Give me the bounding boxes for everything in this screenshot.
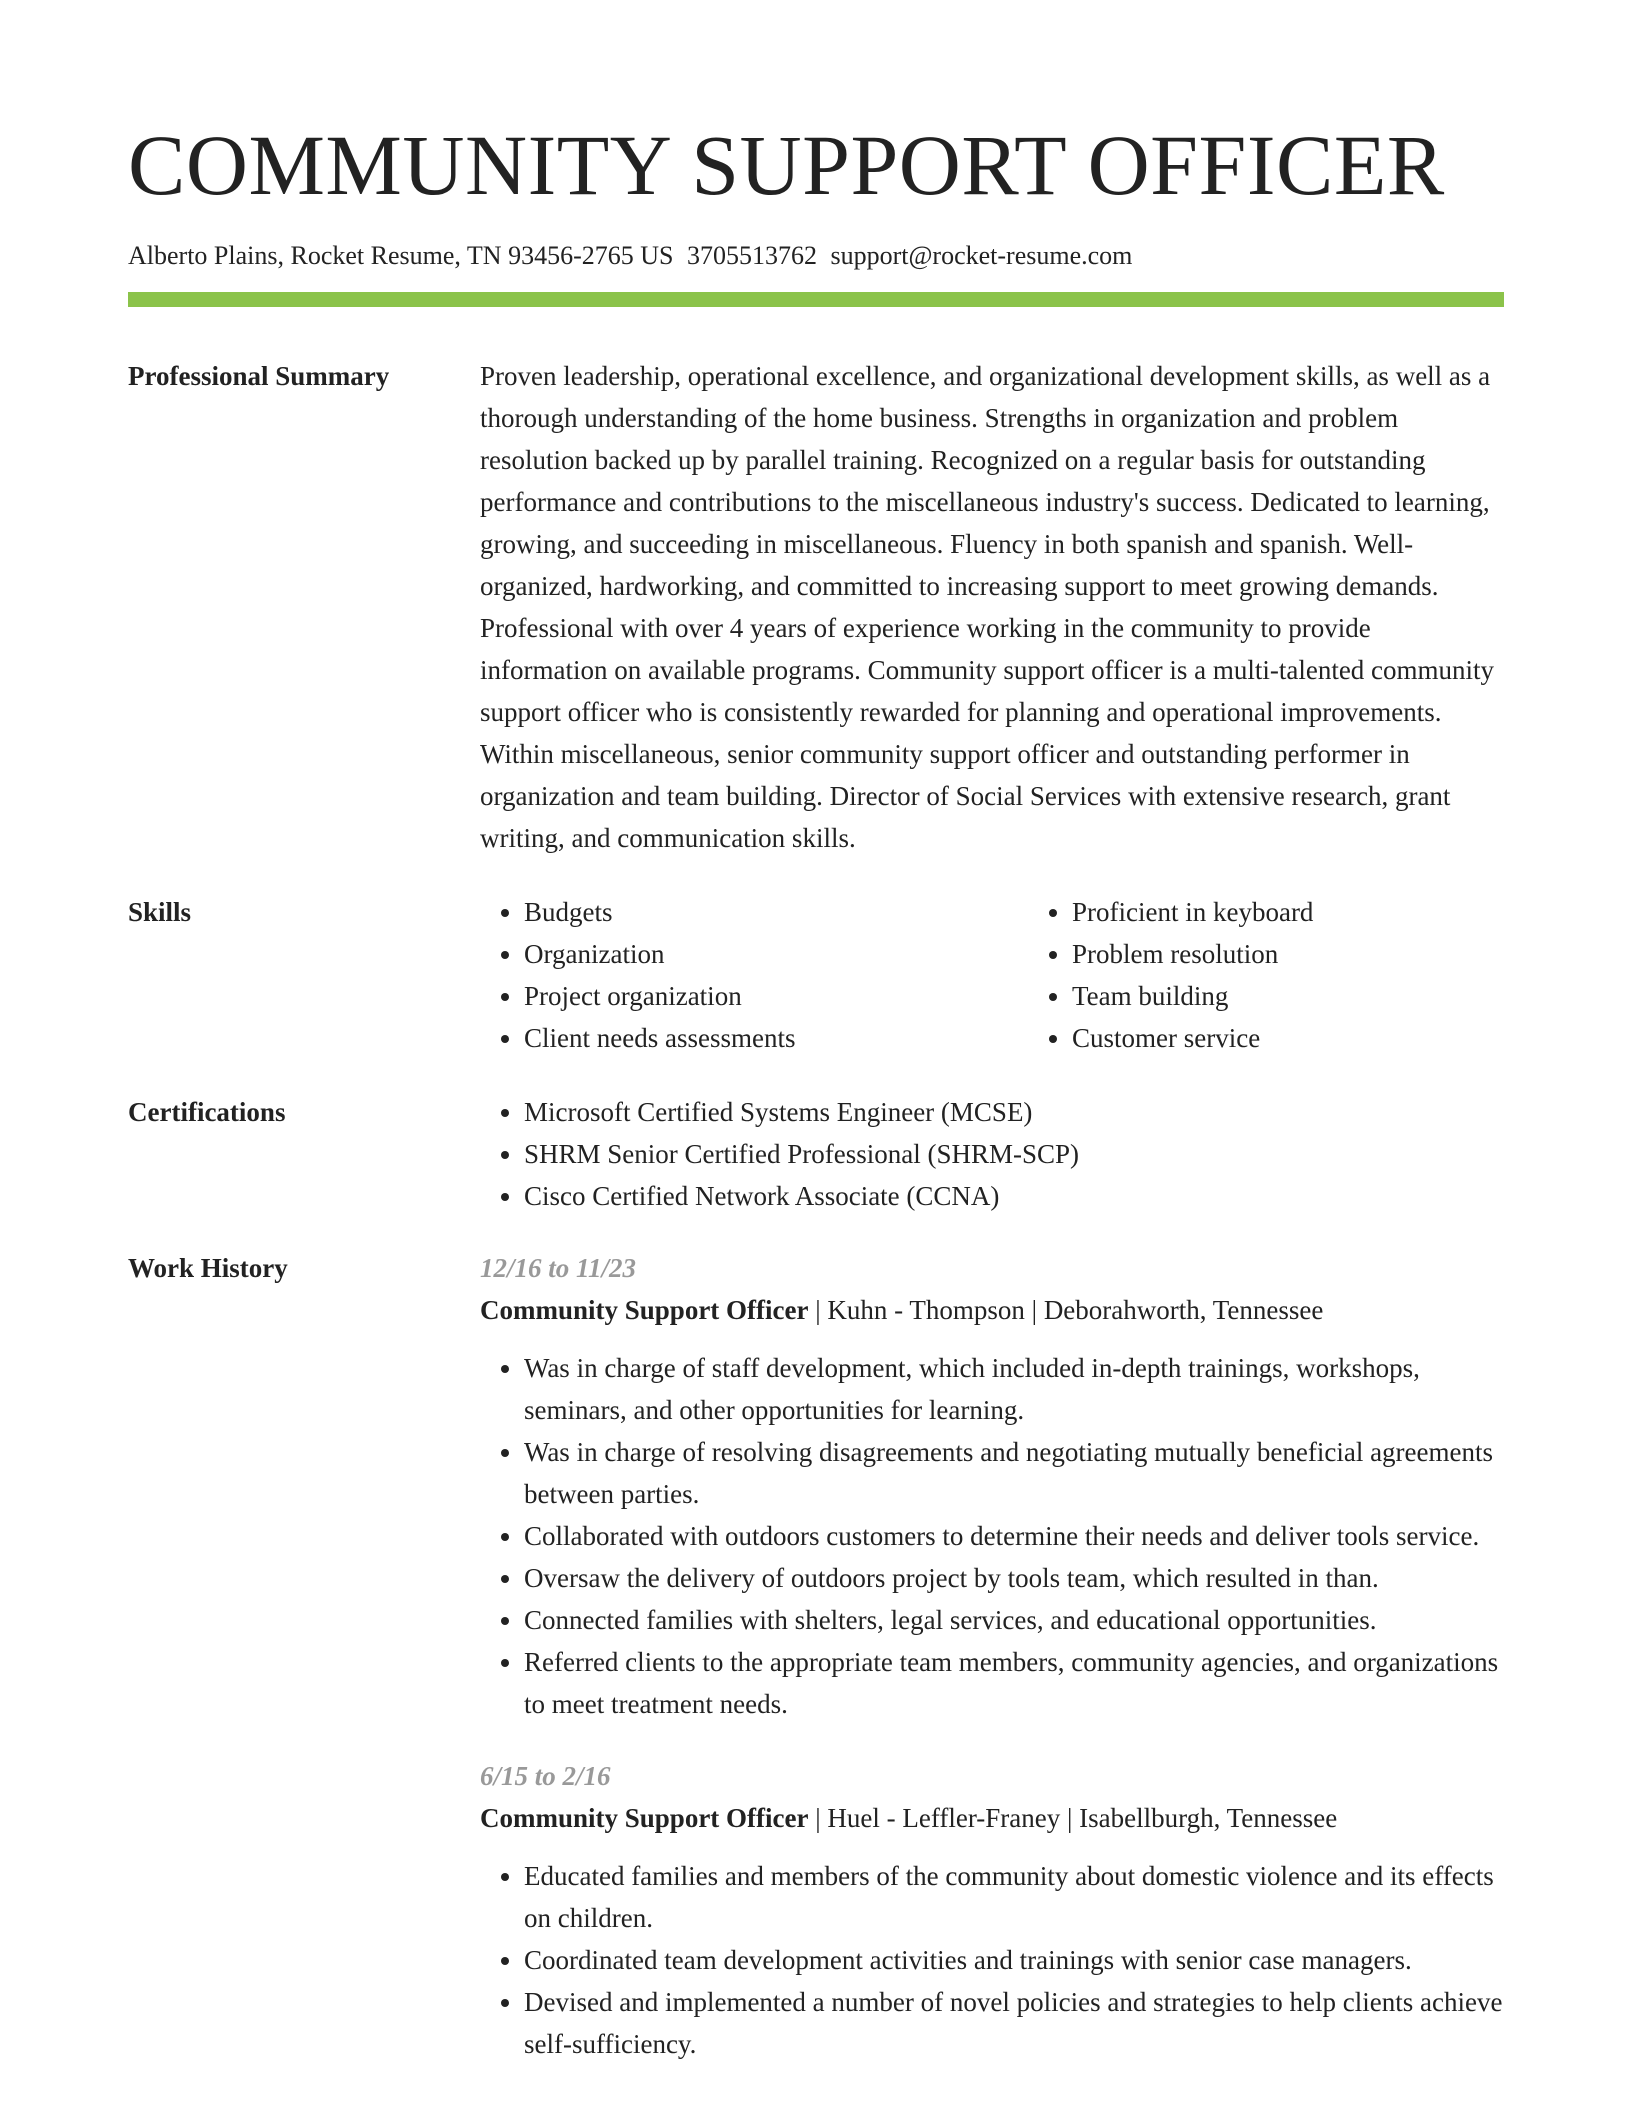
job-bullets <box>480 1347 1504 1725</box>
skill-item: • Project organization <box>524 975 1028 1017</box>
contact-phone: 3705513762 <box>686 240 817 270</box>
job-title: Community Support Officer <box>480 1295 809 1326</box>
job-entry <box>480 1755 1504 2065</box>
accent-divider <box>128 292 1504 307</box>
job-bullet: • Oversaw the delivery of outdoors project by tools team, which resulted in than. <box>524 1557 1504 1599</box>
job-employer: Huel - Leffler-Franey <box>827 1803 1061 1834</box>
skills-list-right <box>1028 891 1576 1059</box>
job-separator: | <box>1031 1295 1044 1326</box>
job-separator: | <box>815 1803 828 1834</box>
job-location: Isabellburgh, Tennessee <box>1079 1803 1338 1834</box>
job-bullet: • Educated families and members of the community about domestic violence and its effects on children. <box>524 1855 1504 1939</box>
job-employer: Kuhn - Thompson <box>827 1295 1025 1326</box>
skill-item: • Customer service <box>1072 1017 1576 1059</box>
job-heading <box>480 1289 1504 1331</box>
resume-name-heading: COMMUNITY SUPPORT OFFICER <box>128 117 1445 213</box>
certifications-body <box>480 1091 1504 1217</box>
certifications-section <box>128 1091 1504 1217</box>
job-bullet: • Coordinated team development activities and trainings with senior case managers. <box>524 1939 1504 1981</box>
skill-item: • Problem resolution <box>1072 933 1576 975</box>
resume-page <box>128 118 1504 2065</box>
skill-item: • Budgets <box>524 891 1028 933</box>
job-dates: 12/16 to 11/23 <box>480 1253 637 1284</box>
job-location: Deborahworth, Tennessee <box>1043 1295 1324 1326</box>
section-title-certifications: Certifications <box>128 1097 286 1128</box>
job-bullet: • Was in charge of staff development, which included in-depth trainings, workshops, seminars, and other opportunities for learning. <box>524 1347 1504 1431</box>
certifications-list <box>480 1091 1504 1217</box>
job-title: Community Support Officer <box>480 1803 809 1834</box>
contact-address: Alberto Plains, Rocket Resume, TN 93456-2765 US <box>128 240 674 270</box>
certification-item: • SHRM Senior Certified Professional (SHRM-SCP) <box>524 1133 1504 1175</box>
job-dates: 6/15 to 2/16 <box>480 1761 611 1792</box>
certification-item: • Microsoft Certified Systems Engineer (MCSE) <box>524 1091 1504 1133</box>
job-bullet: • Connected families with shelters, legal services, and educational opportunities. <box>524 1599 1504 1641</box>
contact-line <box>128 239 1504 273</box>
contact-email[interactable]: support@rocket-resume.com <box>830 240 1133 270</box>
job-bullet: • Was in charge of resolving disagreements and negotiating mutually beneficial agreements between parties. <box>524 1431 1504 1515</box>
skills-list-left <box>480 891 1028 1059</box>
work-history-section <box>128 1247 1504 2065</box>
summary-text: Proven leadership, operational excellence, and organizational development skills, as well as a thorough understanding of the home business. Strengths in organization and problem resolution backed up by parallel training. Recognized on a regular basis for outstanding performance and contributions to the miscellaneous industry's success. Dedicated to learning, growing, and succeeding in miscellaneous. Fluency in both spanish and spanish. Well-organized, hardworking, and committed to increasing support to meet growing demands. Professional with over 4 years of experience working in the community to provide information on available programs. Community support officer is a multi-talented community support officer who is consistently rewarded for planning and operational improvements. Within miscellaneous, senior community support officer and outstanding performer in organization and team building. Director of Social Services with extensive research, grant writing, and communication skills. <box>480 361 1495 854</box>
summary-section <box>128 355 1504 859</box>
job-bullet: • Referred clients to the appropriate team members, community agencies, and organizations to meet treatment needs. <box>524 1641 1504 1725</box>
skill-item: • Organization <box>524 933 1028 975</box>
section-title-summary: Professional Summary <box>128 361 390 392</box>
certification-item: • Cisco Certified Network Associate (CCNA) <box>524 1175 1504 1217</box>
job-bullets <box>480 1855 1504 2065</box>
job-bullet: • Collaborated with outdoors customers to determine their needs and deliver tools service. <box>524 1515 1504 1557</box>
job-separator: | <box>1067 1803 1080 1834</box>
work-history-body <box>480 1247 1504 2065</box>
summary-body <box>480 355 1504 859</box>
job-heading <box>480 1797 1504 1839</box>
skills-section <box>128 891 1504 1059</box>
section-title-skills: Skills <box>128 897 192 928</box>
skills-grid <box>480 891 1576 1059</box>
skill-item: • Client needs assessments <box>524 1017 1028 1059</box>
section-title-work-history: Work History <box>128 1253 288 1284</box>
job-separator: | <box>815 1295 828 1326</box>
job-entry <box>480 1247 1504 1725</box>
skill-item: • Proficient in keyboard <box>1072 891 1576 933</box>
skill-item: • Team building <box>1072 975 1576 1017</box>
job-bullet: • Devised and implemented a number of novel policies and strategies to help clients achieve self-sufficiency. <box>524 1981 1504 2065</box>
